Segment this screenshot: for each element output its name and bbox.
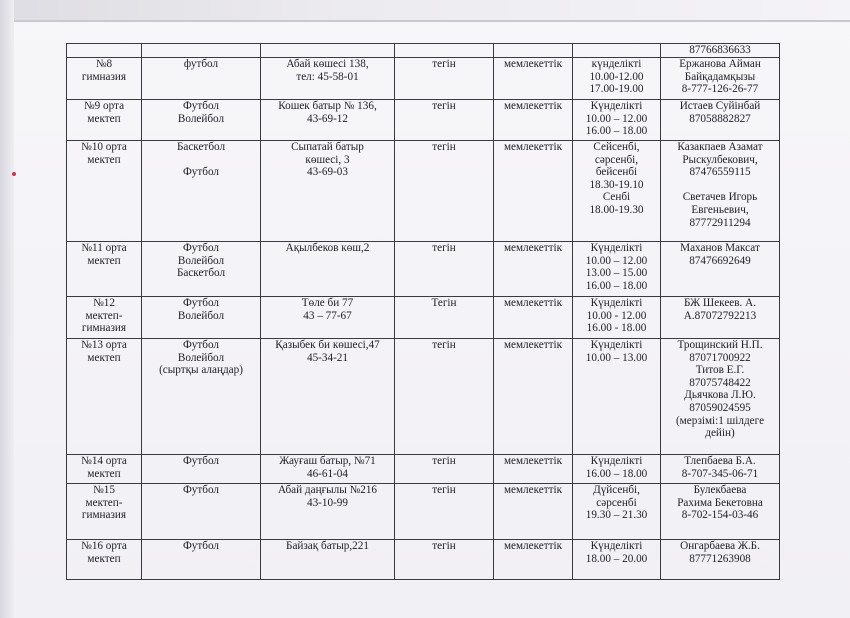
cell-line: мемлекеттік (503, 100, 563, 112)
cell-line: Титов Е.Г. (695, 364, 745, 377)
table-row (67, 540, 780, 580)
cell-line: гимназия (81, 509, 127, 522)
cell-line: мектеп (87, 552, 121, 565)
cell-sport (142, 540, 261, 580)
cell-line: гимназия (81, 322, 127, 335)
cell-schedule (573, 100, 661, 141)
cell-ownership (494, 484, 573, 540)
cell-line: 18.00-19.30 (589, 203, 644, 216)
cell-line: 43-10-99 (306, 496, 348, 509)
cell-line: мектеп- (85, 496, 123, 509)
cell-sport (142, 44, 261, 58)
cell-line: Волейбол (177, 112, 225, 125)
cell-line: 10.00 – 12.00 (585, 112, 648, 125)
cell-line: 43 – 77-67 (303, 309, 352, 322)
cell-ownership (494, 58, 573, 100)
cell-line: көшесі, 3 (305, 153, 350, 166)
cell-schedule (573, 484, 661, 540)
cell-line: мемлекеттік (503, 540, 563, 552)
table-body (67, 44, 780, 580)
cell-line: Күнделікті (590, 455, 643, 467)
table-row (67, 297, 780, 339)
cell-fee (395, 455, 494, 484)
cell-line: (мерзімі:1 шілдеге (675, 414, 765, 427)
cell-fee (395, 141, 494, 242)
cell-ownership (494, 339, 573, 455)
cell-line: 87075748422 (689, 376, 751, 389)
cell-schedule (573, 58, 661, 100)
cell-ownership (494, 100, 573, 141)
cell-schedule (573, 455, 661, 484)
cell-fee (395, 44, 494, 58)
cell-line: Булекбаева (693, 484, 747, 496)
ink-mark (12, 172, 16, 176)
cell-school (67, 141, 142, 242)
cell-line: Абай көшесі 138, (286, 58, 369, 70)
table-row (67, 484, 780, 540)
cell-line: мемлекеттік (503, 58, 563, 70)
cell-line: Рахима Бекетовна (677, 496, 763, 509)
cell-fee (395, 339, 494, 455)
cell-line: №16 орта (81, 540, 127, 552)
cell-line: тегін (432, 484, 456, 496)
cell-contact (661, 297, 780, 339)
cell-contact (661, 58, 780, 100)
cell-fee (395, 100, 494, 141)
cell-line: Онгарбаева Ж.Б. (680, 540, 760, 552)
cell-schedule (573, 141, 661, 242)
cell-sport (142, 297, 261, 339)
cell-sport (142, 242, 261, 297)
cell-line: №10 орта (81, 141, 127, 153)
cell-line: мемлекеттік (503, 141, 563, 153)
cell-school (67, 58, 142, 100)
cell-contact (661, 44, 780, 58)
cell-line: 17.00-19.00 (589, 83, 644, 96)
cell-line: тегін (432, 455, 456, 467)
cell-line: А.87072792213 (683, 309, 757, 322)
table-row (67, 141, 780, 242)
cell-line: 43-69-12 (306, 112, 348, 125)
cell-line: №12 (93, 297, 115, 309)
cell-line: Баскетбол (176, 267, 226, 280)
cell-line: №11 орта (81, 242, 127, 254)
cell-line: тегін (432, 339, 456, 351)
cell-line: 87766836633 (689, 44, 751, 56)
cell-line: №15 (93, 484, 115, 496)
page-left-fold (0, 0, 14, 618)
cell-schedule (573, 339, 661, 455)
cell-line: №14 орта (81, 455, 127, 467)
cell-line: мектеп (87, 153, 121, 166)
cell-line: Футбол (182, 455, 220, 467)
cell-line: 16.00 – 18.00 (585, 279, 648, 292)
cell-line: Төле би 77 (301, 297, 354, 309)
cell-line: БЖ Шекеев. А. (683, 297, 757, 309)
blank-line (663, 179, 777, 192)
cell-line: 18.30-19.10 (589, 178, 644, 191)
sports-schedule-table (66, 43, 780, 580)
cell-schedule (573, 44, 661, 58)
cell-school (67, 297, 142, 339)
cell-fee (395, 242, 494, 297)
cell-address (261, 141, 395, 242)
cell-school (67, 44, 142, 58)
cell-line: Дүйсенбі, (593, 484, 640, 496)
cell-line: Футбол (182, 100, 220, 112)
cell-line: 43-69-03 (306, 166, 348, 179)
cell-line: №8 (95, 58, 113, 70)
cell-address (261, 484, 395, 540)
cell-line: 46-61-04 (306, 467, 348, 480)
cell-sport (142, 484, 261, 540)
cell-contact (661, 339, 780, 455)
cell-line: сәрсенбі (596, 496, 637, 509)
table-row (67, 339, 780, 455)
cell-line: №9 орта (83, 100, 125, 112)
cell-line: 16.00 - 18.00 (586, 322, 647, 335)
cell-line: Баскетбол (176, 141, 226, 153)
cell-line: Футбол (182, 242, 220, 254)
table-row (67, 44, 780, 58)
cell-contact (661, 100, 780, 141)
cell-line: Кошек батыр № 136, (278, 100, 377, 112)
cell-sport (142, 455, 261, 484)
cell-school (67, 484, 142, 540)
cell-address (261, 540, 395, 580)
table-row (67, 455, 780, 484)
cell-line: мектеп (87, 254, 121, 267)
cell-line: 87772911294 (689, 216, 751, 229)
cell-line: Абай даңғылы №216 (277, 484, 378, 496)
cell-line: Күнделікті (590, 100, 643, 112)
cell-sport (142, 141, 261, 242)
cell-line: 87071700922 (689, 351, 751, 364)
cell-address (261, 44, 395, 58)
cell-line: (сыртқы алаңдар) (159, 364, 243, 377)
cell-line: Ержанова Айман (679, 58, 761, 70)
cell-sport (142, 339, 261, 455)
cell-line: тегін (432, 242, 456, 254)
cell-line: Волейбол (177, 309, 225, 322)
cell-fee (395, 58, 494, 100)
cell-line: №13 орта (81, 339, 127, 351)
cell-line: 10.00-12.00 (589, 70, 644, 83)
cell-address (261, 58, 395, 100)
cell-line: 18.00 – 20.00 (585, 552, 648, 565)
cell-line: Евгеньевич, (691, 203, 749, 216)
cell-address (261, 297, 395, 339)
cell-schedule (573, 297, 661, 339)
cell-line: Байқадамқызы (684, 70, 756, 83)
cell-line: Дьячкова Л.Ю. (684, 389, 756, 402)
cell-line: 87771263908 (689, 552, 751, 565)
cell-ownership (494, 455, 573, 484)
cell-line: Волейбол (177, 351, 225, 364)
cell-line: 16.00 – 18.00 (585, 125, 648, 138)
cell-line: Қазыбек би көшесі,47 (275, 339, 380, 351)
cell-line: мемлекеттік (503, 242, 563, 254)
cell-line: тегін (432, 540, 456, 552)
page-top-edge-line (0, 20, 850, 22)
cell-line: мектеп (87, 467, 121, 480)
blank-line (144, 154, 258, 167)
cell-line: Футбол (182, 297, 220, 309)
cell-contact (661, 141, 780, 242)
cell-line: 16.00 – 18.00 (585, 467, 648, 480)
cell-school (67, 100, 142, 141)
cell-line: Тлепбаева Б.А. (684, 455, 756, 467)
cell-line: Трощинский Н.П. (677, 339, 763, 351)
cell-line: бейсенбі (595, 166, 638, 179)
cell-line: Сыпатай батыр (291, 141, 364, 153)
cell-line: мемлекеттік (503, 455, 563, 467)
cell-line: Казакпаев Азамат (677, 141, 763, 153)
cell-line: 10.00 – 12.00 (585, 254, 648, 267)
cell-line: мемлекеттік (503, 484, 563, 496)
cell-line: 10.00 - 12.00 (586, 309, 647, 322)
cell-line: 87476692649 (689, 254, 751, 267)
table-row (67, 58, 780, 100)
cell-line: сәрсенбі, (594, 153, 639, 166)
cell-line: 87058882827 (689, 112, 751, 125)
cell-address (261, 455, 395, 484)
cell-line: 8-777-126-26-77 (681, 83, 759, 96)
cell-line: 10.00 – 13.00 (585, 351, 648, 364)
cell-sport (142, 58, 261, 100)
cell-line: футбол (183, 58, 219, 70)
cell-line: Күнделікті (590, 242, 643, 254)
cell-line: мектеп- (85, 309, 123, 322)
cell-fee (395, 297, 494, 339)
cell-contact (661, 540, 780, 580)
cell-line: 45-34-21 (306, 351, 348, 364)
cell-ownership (494, 141, 573, 242)
cell-fee (395, 484, 494, 540)
cell-line: мемлекеттік (503, 297, 563, 309)
cell-line: мемлекеттік (503, 339, 563, 351)
cell-address (261, 339, 395, 455)
cell-line: Күнделікті (590, 540, 643, 552)
cell-line: Светачев Игорь (682, 191, 758, 204)
cell-line: 87476559115 (689, 166, 751, 179)
cell-line: дейін) (705, 427, 735, 440)
cell-line: Футбол (182, 484, 220, 496)
cell-line: Сенбі (602, 191, 631, 204)
cell-line: Жауғаш батыр, №71 (279, 455, 376, 467)
cell-line: 87059024595 (689, 401, 751, 414)
cell-line: Сейсенбі, (593, 141, 640, 153)
table-row (67, 242, 780, 297)
cell-line: Истаев Суйінбай (679, 100, 761, 112)
cell-contact (661, 242, 780, 297)
cell-line: мектеп (87, 112, 121, 125)
cell-line: Рыскулбекович, (682, 153, 758, 166)
cell-ownership (494, 242, 573, 297)
cell-school (67, 242, 142, 297)
cell-line: тегін (432, 100, 456, 112)
cell-line: гимназия (81, 70, 127, 83)
cell-line: Футбол (182, 166, 220, 179)
cell-line: мектеп (87, 351, 121, 364)
cell-address (261, 242, 395, 297)
cell-address (261, 100, 395, 141)
cell-line: Футбол (182, 540, 220, 552)
cell-ownership (494, 44, 573, 58)
cell-line: 19.30 – 21.30 (585, 509, 648, 522)
table-row (67, 100, 780, 141)
cell-school (67, 455, 142, 484)
cell-fee (395, 540, 494, 580)
cell-line: Ақылбеков көш,2 (285, 242, 370, 254)
cell-line: күнделікті (591, 58, 642, 70)
cell-line: Күнделікті (590, 339, 643, 351)
cell-school (67, 339, 142, 455)
cell-line: тегін (432, 141, 456, 153)
cell-line: тегін (432, 58, 456, 70)
cell-line: Маханов Максат (680, 242, 760, 254)
cell-line: 8-702-154-03-46 (681, 509, 759, 522)
cell-contact (661, 484, 780, 540)
cell-line: Футбол (182, 339, 220, 351)
cell-line: Күнделікті (590, 297, 643, 309)
cell-school (67, 540, 142, 580)
page-top-edge (0, 0, 850, 22)
cell-contact (661, 455, 780, 484)
cell-sport (142, 100, 261, 141)
cell-line: Волейбол (177, 254, 225, 267)
cell-line: 13.00 – 15.00 (585, 267, 648, 280)
cell-line: Байзақ батыр,221 (286, 540, 369, 552)
cell-schedule (573, 242, 661, 297)
cell-ownership (494, 540, 573, 580)
cell-line: Тегін (431, 297, 457, 309)
cell-line: тел: 45-58-01 (296, 70, 359, 83)
cell-schedule (573, 540, 661, 580)
cell-ownership (494, 297, 573, 339)
cell-line: 8-707-345-06-71 (681, 467, 759, 480)
